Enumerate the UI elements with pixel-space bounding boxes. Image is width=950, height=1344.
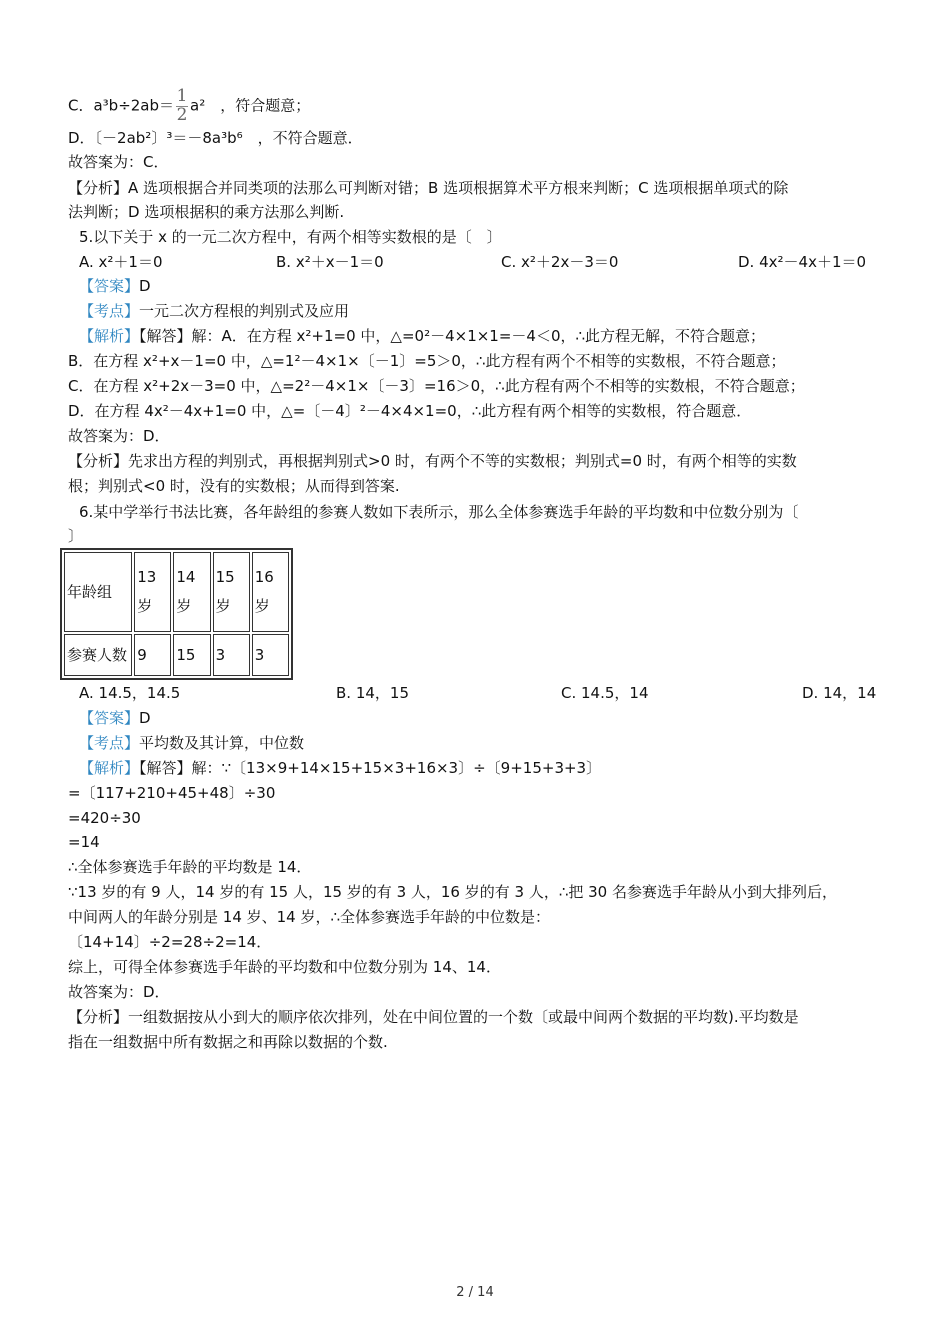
fraction-one-half xyxy=(176,88,188,124)
q6-analysis-1: 【分析】一组数据按从小到大的顺序依次排列，处在中间位置的一个数〔或最中间两个数据的平均数).平均数是 xyxy=(68,1008,799,1026)
question-6-tail: 〕 xyxy=(68,527,84,545)
q6-step-5: ∵13 岁的有 9 人，14 岁的有 15 人，15 岁的有 3 人，16 岁的有 3 人，∴把 30 名参赛选手年龄从小到大排列后， xyxy=(68,883,837,901)
answer-value: D xyxy=(139,277,151,295)
knowledge-text: 一元二次方程根的判别式及应用 xyxy=(139,302,350,320)
question-5: 5.以下关于 x 的一元二次方程中，有两个相等实数根的是〔 〕 xyxy=(79,228,502,246)
answer-value: D xyxy=(139,709,151,727)
option-c-text: C．a³b÷2ab＝ xyxy=(68,96,175,115)
q5-solution-b: B．在方程 x²+x－1=0 中，△=1²－4×1×〔－1〕=5＞0，∴此方程有两个不相等的实数根，不符合题意； xyxy=(68,352,786,370)
table-cell: 3 xyxy=(213,634,250,676)
fraction-numerator: 1 xyxy=(176,86,188,106)
q6-option-c: C. 14.5，14 xyxy=(561,684,649,702)
q5-option-a: A. x²＋1＝0 xyxy=(79,253,163,271)
q6-step-8: 综上，可得全体参赛选手年龄的平均数和中位数分别为 14、14． xyxy=(68,958,501,976)
q6-step-6: 中间两人的年龄分别是 14 岁、14 岁，∴全体参赛选手年龄的中位数是： xyxy=(68,908,551,926)
analysis-line-2: 法判断；D 选项根据积的乘方法那么判断. xyxy=(68,203,345,221)
table-row xyxy=(64,634,289,676)
solution-tag: 【解析】 xyxy=(79,759,140,777)
table-header-cell: 15 岁 xyxy=(213,552,250,632)
q6-option-b: B. 14，15 xyxy=(336,684,410,702)
table-header-cell: 16 岁 xyxy=(252,552,289,632)
q6-step-7: 〔14+14〕÷2=28÷2=14． xyxy=(68,933,272,951)
answer-tag: 【答案】 xyxy=(79,709,140,727)
q6-answer xyxy=(79,708,151,728)
q6-step-2: =420÷30 xyxy=(68,809,141,827)
answer-tag: 【答案】 xyxy=(79,277,140,295)
q6-solution xyxy=(79,758,601,778)
table-cell: 15 xyxy=(173,634,210,676)
q6-step-4: ∴全体参赛选手年龄的平均数是 14． xyxy=(68,858,312,876)
q5-analysis-1: 【分析】先求出方程的判别式，再根据判别式>0 时，有两个不等的实数根；判别式=0 时，有两个相等的实数 xyxy=(68,452,797,470)
q5-analysis-2: 根；判别式<0 时，没有的实数根；从而得到答案. xyxy=(68,477,400,495)
table-cell: 参赛人数 xyxy=(64,634,132,676)
question-6-options xyxy=(79,683,879,703)
option-c-tail: a² ，符合题意； xyxy=(190,96,311,115)
table-header-cell: 13 岁 xyxy=(134,552,171,632)
table-row xyxy=(64,552,289,632)
q5-option-c: C. x²＋2x－3＝0 xyxy=(501,253,619,271)
table-header-cell: 年龄组 xyxy=(64,552,132,632)
q5-solution-c: C．在方程 x²+2x－3=0 中，△=2²－4×1×〔－3〕=16＞0，∴此方程有两个不相等的实数根，不符合题意； xyxy=(68,377,805,395)
q6-analysis-2: 指在一组数据中所有数据之和再除以数据的个数. xyxy=(68,1033,388,1051)
table-cell: 3 xyxy=(252,634,289,676)
q5-answer xyxy=(79,276,151,296)
knowledge-tag: 【考点】 xyxy=(79,734,140,752)
question-6: 6.某中学举行书法比赛，各年龄组的参赛人数如下表所示，那么全体参赛选手年龄的平均数和中位数分别为〔 xyxy=(79,503,799,521)
knowledge-tag: 【考点】 xyxy=(79,302,140,320)
q6-knowledge-point xyxy=(79,733,304,753)
age-group-table xyxy=(60,548,293,680)
q6-option-d: D. 14，14 xyxy=(802,684,877,702)
solution-tag: 【解析】 xyxy=(79,327,140,345)
q6-final-answer: 故答案为：D． xyxy=(68,983,170,1001)
answer-line: 故答案为：C． xyxy=(68,153,169,171)
table-header-cell: 14 岁 xyxy=(173,552,210,632)
q5-option-b: B. x²＋x－1＝0 xyxy=(276,253,384,271)
fraction-denominator: 2 xyxy=(176,105,188,125)
knowledge-text: 平均数及其计算，中位数 xyxy=(139,734,305,752)
page-number: 2 / 14 xyxy=(456,1285,494,1300)
q6-step-3: =14 xyxy=(68,833,100,851)
table-cell: 9 xyxy=(134,634,171,676)
solution-text: 【解答】解：A．在方程 x²+1=0 中，△=0²－4×1×1=－4＜0，∴此方程无解，不符合题意； xyxy=(139,327,766,345)
solution-text: 【解答】解：∵〔13×9+14×15+15×3+16×3〕÷〔9+15+3+3〕 xyxy=(139,759,602,777)
q5-final-answer: 故答案为：D． xyxy=(68,427,170,445)
question-5-options xyxy=(79,252,879,272)
q5-solution xyxy=(79,326,765,346)
q6-step-1: =〔117+210+45+48〕÷30 xyxy=(68,784,276,802)
q5-option-d: D. 4x²－4x＋1＝0 xyxy=(738,253,867,271)
analysis-line-1: 【分析】A 选项根据合并同类项的法那么可判断对错；B 选项根据算术平方根来判断；C 选项根据单项式的除 xyxy=(68,179,789,197)
line-option-c xyxy=(68,88,310,124)
q5-solution-d: D．在方程 4x²－4x+1=0 中，△=〔－4〕²－4×4×1=0，∴此方程有两个相等的实数根，符合题意． xyxy=(68,402,752,420)
q5-knowledge-point xyxy=(79,301,349,321)
q6-option-a: A. 14.5，14.5 xyxy=(79,684,181,702)
line-option-d: D．〔－2ab²〕³＝－8a³b⁶ ，不符合题意． xyxy=(68,129,363,147)
